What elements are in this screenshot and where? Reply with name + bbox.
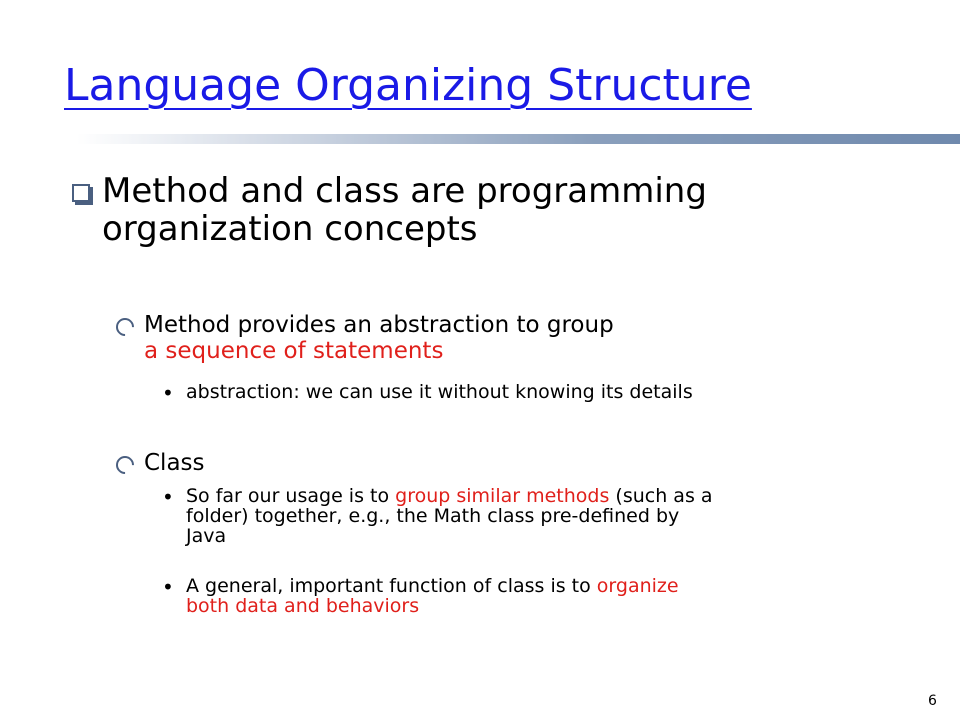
sub-bullet-method — [116, 312, 876, 364]
bullet-text-line-1: Method and class are programming — [102, 171, 707, 211]
bullet-dot: • — [162, 381, 174, 405]
item-text-line-1 — [186, 486, 862, 506]
slide-number: 6 — [928, 693, 937, 709]
sub-bullet-emphasis-line-2: a sequence of statements — [144, 338, 444, 364]
item-text-suffix: (such as a — [609, 485, 713, 507]
item-emphasis: organize — [596, 575, 679, 597]
bullet-text-line-2: organization concepts — [102, 209, 478, 249]
item-general-function — [162, 576, 862, 616]
item-emphasis-line-2: both data and behaviors — [186, 595, 420, 617]
hollow-circle-icon — [112, 314, 137, 339]
title-divider — [0, 134, 960, 144]
item-text-prefix: A general, important function of class is to — [186, 575, 597, 597]
item-usage — [162, 486, 862, 546]
hollow-circle-icon — [112, 452, 137, 477]
item-emphasis: group similar methods — [395, 485, 610, 507]
item-text-line-1 — [186, 576, 862, 596]
sub-bullet-text-line-1: Class — [144, 450, 205, 476]
item-text-line-2: folder) together, e.g., the Math class pre-defined by — [186, 505, 680, 527]
bullet-dot: • — [162, 485, 174, 509]
item-text: abstraction: we can use it without knowing its details — [186, 381, 693, 403]
sub-bullet-text-line-1: Method provides an abstraction to group — [144, 312, 614, 338]
hollow-square-icon — [72, 184, 90, 202]
sub-bullet-class — [116, 450, 876, 476]
item-abstraction — [162, 381, 862, 405]
slide-title: Language Organizing Structure — [64, 60, 752, 111]
bullet-level-1 — [72, 172, 892, 248]
bullet-dot: • — [162, 575, 174, 599]
item-text-prefix: So far our usage is to — [186, 485, 396, 507]
item-text-line-3: Java — [186, 525, 227, 547]
